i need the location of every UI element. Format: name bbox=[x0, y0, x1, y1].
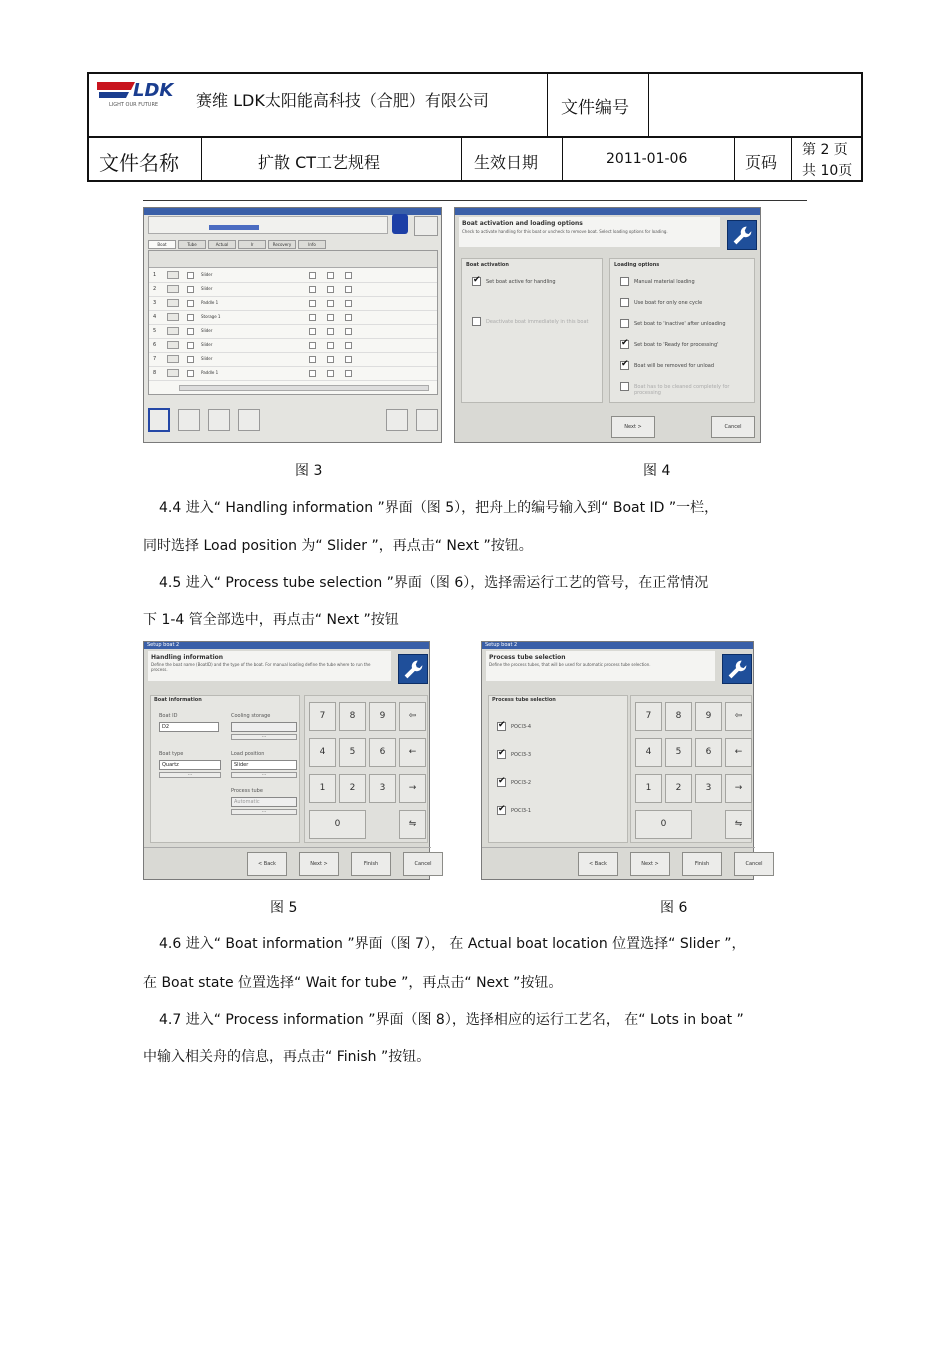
header-row-divider bbox=[87, 136, 863, 138]
boat-position: Paddle 1 bbox=[201, 370, 219, 375]
keypad-key[interactable]: 7 bbox=[309, 702, 336, 731]
effective-date-label: 生效日期 bbox=[474, 153, 539, 172]
dialog-header bbox=[486, 651, 715, 681]
window-title: Setup boat 2 bbox=[485, 642, 518, 648]
process-tube-label: Process tube bbox=[231, 788, 263, 794]
active-checkbox[interactable] bbox=[187, 356, 194, 363]
cooling-storage-input[interactable] bbox=[231, 722, 297, 732]
option-checkbox[interactable] bbox=[620, 361, 629, 370]
paragraph-4-7-line-2: 中输入相关舟的信息，再点击“ Finish ”按钮。 bbox=[143, 1049, 431, 1065]
option-checkbox[interactable] bbox=[620, 277, 629, 286]
table-header bbox=[149, 251, 437, 268]
boat-toolbar-button[interactable] bbox=[148, 408, 170, 432]
option-checkbox[interactable] bbox=[345, 272, 352, 279]
tube-checkbox[interactable] bbox=[497, 806, 506, 815]
option-checkbox[interactable] bbox=[472, 277, 481, 286]
edit-button[interactable] bbox=[167, 327, 179, 335]
tube-label: POCl3-1 bbox=[511, 808, 531, 814]
option-checkbox[interactable] bbox=[345, 314, 352, 321]
wrench-icon bbox=[727, 220, 757, 250]
page-label: 页码 bbox=[745, 153, 778, 172]
option-checkbox[interactable] bbox=[620, 340, 629, 349]
keypad-key[interactable]: 9 bbox=[695, 702, 722, 731]
edit-button[interactable] bbox=[167, 341, 179, 349]
tube-label: POCl3-2 bbox=[511, 780, 531, 786]
option-checkbox[interactable] bbox=[620, 319, 629, 328]
next-button[interactable]: Next > bbox=[299, 852, 339, 876]
doc-number-label: 文件编号 bbox=[561, 98, 629, 118]
paragraph-4-5-line-1: 4.5 进入“ Process tube selection ”界面（图 6），选择需运行工艺的管号，在正常情况 bbox=[159, 575, 709, 591]
paragraph-4-6-line-1: 4.6 进入“ Boat information ”界面（图 7）， 在 Actual boat location 位置选择“ Slider ”， bbox=[159, 936, 746, 952]
option-checkbox[interactable] bbox=[309, 286, 316, 293]
boat-type-label: Boat type bbox=[159, 751, 184, 757]
header-divider bbox=[648, 72, 649, 137]
boat-position: Slider bbox=[201, 328, 213, 333]
option-checkbox[interactable] bbox=[327, 342, 334, 349]
header-divider bbox=[461, 137, 462, 182]
keypad-key[interactable]: 4 bbox=[309, 738, 336, 767]
keypad-key[interactable]: 4 bbox=[635, 738, 662, 767]
wrench-icon bbox=[722, 654, 752, 684]
option-checkbox[interactable] bbox=[309, 370, 316, 377]
paragraph-4-5-line-2: 下 1-4 管全部选中，再点击“ Next ”按钮 bbox=[143, 612, 399, 628]
horizontal-scrollbar[interactable] bbox=[179, 385, 429, 391]
keypad-key[interactable]: 8 bbox=[339, 702, 366, 731]
table-row[interactable] bbox=[149, 353, 437, 367]
keypad-key[interactable]: 6 bbox=[369, 738, 396, 767]
row-number: 6 bbox=[153, 342, 157, 348]
option-checkbox[interactable] bbox=[309, 356, 316, 363]
active-checkbox[interactable] bbox=[187, 328, 194, 335]
company-logo bbox=[95, 76, 195, 108]
tube-checkbox[interactable] bbox=[497, 722, 506, 731]
dialog-description: Check to activate handling for this boat or uncheck to remove boat. Select loading options for loading. bbox=[462, 229, 668, 234]
boat-information-group bbox=[150, 695, 300, 843]
status-indicator bbox=[209, 225, 259, 230]
edit-button[interactable] bbox=[167, 285, 179, 293]
boat-position: Slider bbox=[201, 286, 213, 291]
option-label: Use boat for only one cycle bbox=[634, 300, 703, 306]
tab-actual[interactable]: Actual bbox=[208, 240, 236, 249]
keypad-key[interactable]: 2 bbox=[665, 774, 692, 803]
option-checkbox[interactable] bbox=[327, 314, 334, 321]
cancel-button[interactable]: Cancel bbox=[403, 852, 443, 876]
paragraph-4-7-line-1: 4.7 进入“ Process information ”界面（图 8），选择相应的运行工艺名， 在“ Lots in boat ” bbox=[159, 1012, 744, 1028]
option-checkbox[interactable] bbox=[620, 382, 629, 391]
row-number: 7 bbox=[153, 356, 157, 362]
dialog-header bbox=[148, 651, 391, 681]
keypad-key[interactable]: → bbox=[725, 774, 752, 803]
window-titlebar bbox=[482, 642, 753, 649]
logo-text: LDK bbox=[133, 80, 174, 101]
keypad-key[interactable]: 8 bbox=[665, 702, 692, 731]
figure-4-caption: 图 4 bbox=[643, 463, 671, 479]
dialog-description: Define the boat name (BoatID) and the type of the boat. For manual loading define the tube where to run the process. bbox=[151, 662, 371, 672]
option-checkbox[interactable] bbox=[327, 328, 334, 335]
dialog-title: Handling information bbox=[151, 654, 224, 661]
page-current: 第 2 页 bbox=[802, 142, 848, 158]
active-checkbox[interactable] bbox=[187, 370, 194, 377]
header-rule bbox=[143, 200, 807, 201]
doc-name-label: 文件名称 bbox=[99, 151, 179, 175]
option-label: Manual material loading bbox=[634, 279, 695, 285]
keypad-key[interactable]: 6 bbox=[695, 738, 722, 767]
keypad-key[interactable]: 1 bbox=[635, 774, 662, 803]
tab-info[interactable]: Info bbox=[298, 240, 326, 249]
table-row[interactable] bbox=[149, 325, 437, 339]
option-label: Deactivate boat immediately in this boat bbox=[486, 319, 589, 325]
keypad-key[interactable]: ⇦ bbox=[725, 702, 752, 731]
keypad-key[interactable]: → bbox=[399, 774, 426, 803]
header-divider bbox=[201, 137, 202, 182]
keypad-key[interactable]: 0 bbox=[309, 810, 366, 839]
active-checkbox[interactable] bbox=[187, 314, 194, 321]
active-checkbox[interactable] bbox=[187, 272, 194, 279]
option-checkbox[interactable] bbox=[345, 328, 352, 335]
table-row[interactable] bbox=[149, 339, 437, 353]
group-title: Loading options bbox=[614, 262, 660, 268]
figure-6-screenshot bbox=[481, 641, 763, 880]
option-label: Boat has to be cleaned completely for processing bbox=[634, 384, 730, 396]
keypad-key[interactable]: ← bbox=[725, 738, 752, 767]
keypad-key[interactable]: ⇦ bbox=[399, 702, 426, 731]
tube-label: POCl3-3 bbox=[511, 752, 531, 758]
keypad-key[interactable]: ⇋ bbox=[399, 810, 426, 839]
company-name: 赛维 LDK太阳能高科技（合肥）有限公司 bbox=[196, 91, 489, 110]
keypad-key[interactable]: ⇋ bbox=[725, 810, 752, 839]
keypad-key[interactable]: 0 bbox=[635, 810, 692, 839]
boat-position: Paddle 1 bbox=[201, 300, 219, 305]
dialog-header bbox=[459, 217, 720, 247]
tab-bar bbox=[148, 240, 348, 249]
option-checkbox[interactable] bbox=[345, 286, 352, 293]
alarm-icon[interactable] bbox=[392, 214, 408, 234]
option-checkbox[interactable] bbox=[309, 328, 316, 335]
figure-4-screenshot bbox=[454, 207, 761, 443]
option-checkbox[interactable] bbox=[327, 272, 334, 279]
figure-5-screenshot bbox=[143, 641, 430, 880]
loading-options-group bbox=[609, 258, 755, 403]
boat-id-input[interactable]: D2 bbox=[159, 722, 219, 732]
paragraph-4-4-line-2: 同时选择 Load position 为“ Slider ”，再点击“ Next ”按钮。 bbox=[143, 538, 533, 554]
process-tube-select-button[interactable]: ··· bbox=[231, 809, 297, 815]
keypad-key[interactable]: 3 bbox=[369, 774, 396, 803]
boat-position: Slider bbox=[201, 342, 213, 347]
boat-type-select-button[interactable]: ··· bbox=[159, 772, 221, 778]
cancel-button[interactable]: Cancel bbox=[711, 416, 755, 438]
keypad-key[interactable]: 5 bbox=[339, 738, 366, 767]
header-divider bbox=[791, 137, 792, 182]
boat-id-label: Boat ID bbox=[159, 713, 178, 719]
back-button[interactable]: < Back bbox=[247, 852, 287, 876]
keypad-key[interactable]: 1 bbox=[309, 774, 336, 803]
keypad bbox=[630, 695, 752, 843]
doc-name-value: 扩散 CT工艺规程 bbox=[258, 153, 381, 172]
tab-tube[interactable]: Tube bbox=[178, 240, 206, 249]
cancel-button[interactable]: Cancel bbox=[734, 852, 774, 876]
active-checkbox[interactable] bbox=[187, 286, 194, 293]
tab-recovery[interactable]: Recovery bbox=[268, 240, 296, 249]
tube-checkbox[interactable] bbox=[497, 750, 506, 759]
load-position-label: Load position bbox=[231, 751, 265, 757]
table-row[interactable] bbox=[149, 311, 437, 325]
edit-button[interactable] bbox=[167, 369, 179, 377]
figure-5-caption: 图 5 bbox=[270, 900, 298, 916]
load-position-input[interactable]: Slider bbox=[231, 760, 297, 770]
edit-button[interactable] bbox=[167, 299, 179, 307]
active-checkbox[interactable] bbox=[187, 300, 194, 307]
option-checkbox[interactable] bbox=[327, 286, 334, 293]
next-button[interactable]: Next > bbox=[630, 852, 670, 876]
boat-position: Slider bbox=[201, 356, 213, 361]
row-number: 2 bbox=[153, 286, 157, 292]
option-checkbox[interactable] bbox=[620, 298, 629, 307]
keypad-key[interactable]: 2 bbox=[339, 774, 366, 803]
option-checkbox[interactable] bbox=[309, 272, 316, 279]
dialog-description: Define the process tubes, that will be used for automatic process tube selection. bbox=[489, 662, 651, 667]
figure-6-caption: 图 6 bbox=[660, 900, 688, 916]
process-tube-input[interactable]: Automatic bbox=[231, 797, 297, 807]
edit-button[interactable] bbox=[167, 355, 179, 363]
header-divider bbox=[734, 137, 735, 182]
window-titlebar bbox=[455, 208, 760, 215]
option-checkbox[interactable] bbox=[327, 370, 334, 377]
toolbar-button[interactable] bbox=[238, 409, 260, 431]
option-label: Set boat to 'inactive' after unloading bbox=[634, 321, 726, 327]
edit-button[interactable] bbox=[167, 271, 179, 279]
option-checkbox[interactable] bbox=[345, 342, 352, 349]
option-checkbox[interactable] bbox=[345, 370, 352, 377]
cooling-storage-select-button[interactable]: ··· bbox=[231, 734, 297, 740]
group-title: Process tube selection bbox=[492, 697, 556, 703]
dialog-title: Process tube selection bbox=[489, 654, 566, 661]
option-checkbox[interactable] bbox=[327, 356, 334, 363]
option-checkbox[interactable] bbox=[327, 300, 334, 307]
boat-position: Slider bbox=[201, 272, 213, 277]
settings-icon[interactable] bbox=[414, 216, 438, 236]
option-checkbox[interactable] bbox=[345, 300, 352, 307]
logo-tagline: LIGHT OUR FUTURE bbox=[109, 102, 159, 108]
option-checkbox[interactable] bbox=[309, 314, 316, 321]
status-bar bbox=[148, 216, 388, 234]
tab-boat[interactable]: Boat bbox=[148, 240, 176, 249]
boat-table bbox=[148, 250, 438, 395]
header-divider bbox=[547, 72, 548, 137]
cooling-storage-label: Cooling storage bbox=[231, 713, 271, 719]
back-button[interactable]: < Back bbox=[578, 852, 618, 876]
group-title: Boat information bbox=[154, 697, 202, 703]
option-checkbox[interactable] bbox=[309, 342, 316, 349]
dialog-title: Boat activation and loading options bbox=[462, 220, 583, 227]
option-checkbox[interactable] bbox=[345, 356, 352, 363]
boat-activation-group bbox=[461, 258, 603, 403]
wrench-icon bbox=[398, 654, 428, 684]
help-icon[interactable] bbox=[416, 409, 438, 431]
keypad bbox=[304, 695, 428, 843]
row-number: 1 bbox=[153, 272, 157, 278]
table-row[interactable] bbox=[149, 269, 437, 283]
next-button[interactable]: Next > bbox=[611, 416, 655, 438]
footer-divider bbox=[144, 847, 431, 848]
table-row[interactable] bbox=[149, 283, 437, 297]
load-position-select-button[interactable]: ··· bbox=[231, 772, 297, 778]
tab-ir[interactable]: Ir bbox=[238, 240, 266, 249]
warning-icon[interactable] bbox=[386, 409, 408, 431]
table-row[interactable] bbox=[149, 367, 437, 381]
keypad-key[interactable]: 9 bbox=[369, 702, 396, 731]
keypad-key[interactable]: 5 bbox=[665, 738, 692, 767]
tube-label: POCl3-4 bbox=[511, 724, 531, 730]
keypad-key[interactable]: 7 bbox=[635, 702, 662, 731]
keypad-key[interactable]: ← bbox=[399, 738, 426, 767]
edit-button[interactable] bbox=[167, 313, 179, 321]
page-total: 共 10页 bbox=[802, 163, 853, 179]
row-number: 8 bbox=[153, 370, 157, 376]
paragraph-4-6-line-2: 在 Boat state 位置选择“ Wait for tube ”，再点击“ Next ”按钮。 bbox=[143, 975, 563, 991]
row-number: 4 bbox=[153, 314, 157, 320]
option-label: Set boat to 'Ready for processing' bbox=[634, 342, 719, 348]
boat-position: Storage 1 bbox=[201, 314, 221, 319]
window-title: Setup boat 2 bbox=[147, 642, 180, 648]
toolbar-button[interactable] bbox=[178, 409, 200, 431]
header-divider bbox=[562, 137, 563, 182]
toolbar-button[interactable] bbox=[208, 409, 230, 431]
window-titlebar bbox=[144, 642, 429, 649]
row-number: 3 bbox=[153, 300, 157, 306]
table-row[interactable] bbox=[149, 297, 437, 311]
option-label: Boat will be removed for unload bbox=[634, 363, 715, 369]
group-title: Boat activation bbox=[466, 262, 509, 268]
figure-3-caption: 图 3 bbox=[295, 463, 323, 479]
process-tube-selection-group bbox=[488, 695, 628, 843]
option-label: Set boat active for handling bbox=[486, 279, 556, 285]
tube-checkbox[interactable] bbox=[497, 778, 506, 787]
finish-button[interactable]: Finish bbox=[682, 852, 722, 876]
boat-type-input[interactable]: Quartz bbox=[159, 760, 221, 770]
footer-divider bbox=[482, 847, 755, 848]
option-checkbox[interactable] bbox=[309, 300, 316, 307]
effective-date-value: 2011-01-06 bbox=[606, 151, 688, 167]
figure-3-screenshot bbox=[143, 207, 442, 443]
keypad-key[interactable]: 3 bbox=[695, 774, 722, 803]
active-checkbox[interactable] bbox=[187, 342, 194, 349]
paragraph-4-4-line-1: 4.4 进入“ Handling information ”界面（图 5），把舟上的编号输入到“ Boat ID ”一栏， bbox=[159, 500, 719, 516]
finish-button[interactable]: Finish bbox=[351, 852, 391, 876]
row-number: 5 bbox=[153, 328, 157, 334]
option-checkbox[interactable] bbox=[472, 317, 481, 326]
